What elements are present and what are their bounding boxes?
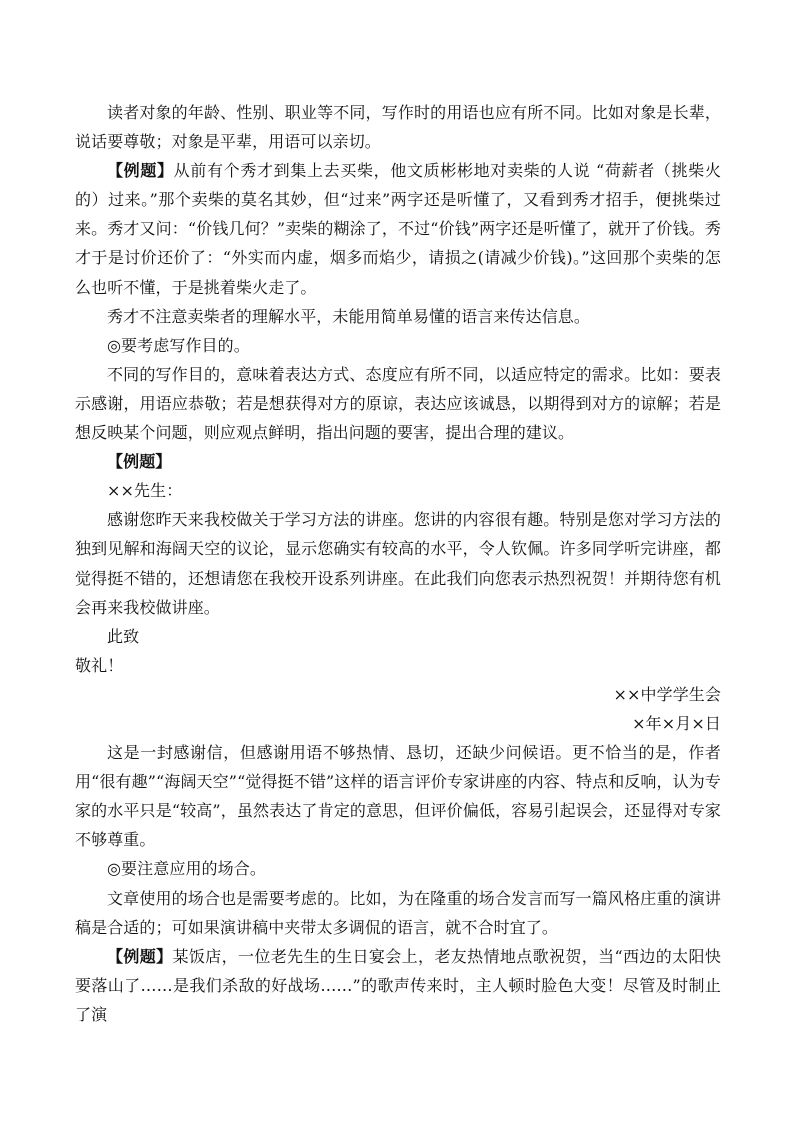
letter-signature: ××中学学生会 bbox=[613, 684, 721, 704]
paragraph-audience: 读者对象的年龄、性别、职业等不同，写作时的用语也应有所不同。比如对象是长辈，说话要尊敬；对象是平辈，用语可以亲切。 bbox=[75, 103, 721, 152]
paragraph-example-banquet bbox=[75, 942, 721, 1029]
document-body bbox=[75, 98, 721, 1029]
paragraph-scholar-comment: 秀才不注意卖柴者的理解水平，未能用简单易懂的语言来传达信息。 bbox=[107, 306, 591, 326]
section-heading-occasion: ◎要注意应用的场合。 bbox=[107, 859, 266, 879]
section-heading-purpose: ◎要考虑写作目的。 bbox=[107, 335, 250, 355]
letter-date: ×年×月×日 bbox=[632, 713, 721, 733]
letter-salutation: ××先生： bbox=[107, 481, 183, 501]
example-text: 从前有个秀才到集上去买柴，他文质彬彬地对卖柴的人说 “荷薪者（挑柴火的）过来。”那个卖柴的莫名其妙，但“过来”两字还是听懂了，又看到秀才招手，便挑柴过来。秀才又问：“价钱几何？”卖柴的糊涂了，不过“价钱”两字还是听懂了，就开了价钱。秀才于是讨价还价了：“外实而内虚，烟多而焰少，请损之(请减少价钱)。”这回那个卖柴的怎么也听不懂，于是挑着柴火走了。 bbox=[75, 161, 721, 297]
example-heading: 【例题】 bbox=[107, 452, 172, 472]
letter-closing: 此致 bbox=[107, 626, 140, 646]
example-label: 【例题】 bbox=[107, 946, 173, 966]
letter-body: 感谢您昨天来我校做关于学习方法的讲座。您讲的内容很有趣。特别是您对学习方法的独到见解和海阔天空的议论，显示您确实有较高的水平，令人钦佩。许多同学听完讲座，都觉得挺不错的，还想请您在我校开设系列讲座。在此我们向您表示热烈祝贺！并期待您有机会再来我校做讲座。 bbox=[75, 510, 721, 617]
paragraph-purpose: 不同的写作目的，意味着表达方式、态度应有所不同，以适应特定的需求。比如：要表示感谢，用语应恭敬；若是想获得对方的原谅，表达应该诚恳，以期得到对方的谅解；若是想反映某个问题，则应观点鲜明，指出问题的要害，提出合理的建议。 bbox=[75, 364, 721, 443]
example-text: 某饭店，一位老先生的生日宴会上，老友热情地点歌祝贺，当“西边的太阳快要落山了……是我们杀敌的好战场……”的歌声传来时，主人顿时脸色大变！尽管及时制止了演 bbox=[75, 946, 721, 1024]
paragraph-example-scholar bbox=[75, 156, 721, 301]
example-label: 【例题】 bbox=[107, 161, 174, 181]
letter-regards: 敬礼！ bbox=[75, 655, 124, 675]
paragraph-occasion: 文章使用的场合也是需要考虑的。比如，为在隆重的场合发言而写一篇风格庄重的演讲稿是合适的；可如果演讲稿中夹带太多调侃的语言，就不合时宜了。 bbox=[75, 888, 721, 937]
paragraph-letter-analysis: 这是一封感谢信，但感谢用语不够热情、恳切，还缺少问候语。更不恰当的是，作者用“很有趣”“海阔天空”“觉得挺不错”这样的语言评价专家讲座的内容、特点和反响，认为专家的水平只是“较高”，虽然表达了肯定的意思，但评价偏低，容易引起误会，还显得对专家不够尊重。 bbox=[75, 743, 721, 850]
